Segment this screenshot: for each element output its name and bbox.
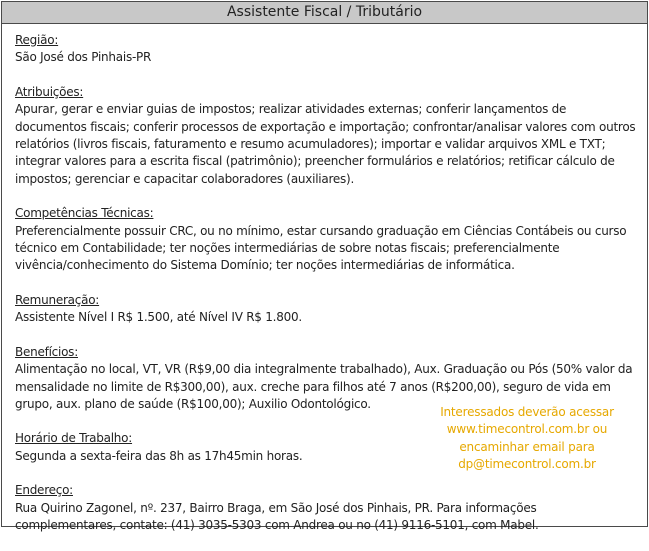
- section-salary: [15, 292, 637, 327]
- section-label: Benefícios:: [15, 344, 78, 359]
- section-label: Atribuições:: [15, 84, 84, 99]
- contact-line: encaminhar email para: [459, 439, 595, 454]
- section-benefits: [15, 344, 637, 414]
- section-text: Assistente Nível I R$ 1.500, até Nível IV R$ 1.800.: [15, 310, 302, 325]
- contact-line: Interessados deverão acessar: [440, 405, 614, 419]
- section-text: São José dos Pinhais-PR: [15, 50, 152, 65]
- contact-callout: [427, 404, 627, 474]
- section-skills: [15, 205, 637, 275]
- section-text: Segunda a sexta-feira das 8h as 17h45min horas.: [15, 448, 303, 463]
- section-label: Região:: [15, 33, 59, 47]
- section-label: Remuneração:: [15, 292, 100, 307]
- section-address: [15, 482, 637, 534]
- section-text: Rua Quirino Zagonel, nº. 237, Bairro Braga, em São José dos Pinhais, PR. Para informações complementares, contate: (41) 3035-5303 com Andrea ou no (41) 9116-5101, com Mabel.: [15, 500, 539, 532]
- job-posting-card: [1, 1, 648, 532]
- section-label: Horário de Trabalho:: [15, 431, 133, 446]
- section-text: Preferencialmente possuir CRC, ou no mínimo, estar cursando graduação em Ciências Contábeis ou curso técnico em Contabilidade; ter noções intermediárias de sobre notas fiscais; preferencialmente vivência/conhecimento do Sistema Domínio; ter noções intermediárias de informática.: [15, 223, 627, 273]
- section-text: Alimentação no local, VT, VR (R$9,00 dia integralmente trabalhado), Aux. Graduação ou Pós (50% valor da mensalidade no limite de R$300,00), aux. creche para filhos até 7 anos (R$200,00), seguro de vida em grupo, aux. plano de saúde (R$100,00); Auxilio Odontológico.: [15, 362, 633, 411]
- section-duties: [15, 84, 637, 188]
- section-text: Apurar, gerar e enviar guias de impostos; realizar atividades externas; conferir lançamentos de documentos fiscais; conferir processos de exportação e importação; confrontar/analisar valores com outros relatórios (livros fiscais, faturamento e resumo acumuladores); importar e validar arquivos XML e TXT; integrar valores para a escrita fiscal (patrimônio); preencher formulários e relatórios; retificar cálculo de impostos; gerenciar e capacitar colaboradores (auxiliares).: [15, 102, 636, 186]
- job-title: Assistente Fiscal / Tributário: [2, 2, 647, 24]
- section-label: Competências Técnicas:: [15, 206, 154, 221]
- section-label: Endereço:: [15, 483, 73, 498]
- section-region: [15, 32, 637, 67]
- contact-website[interactable]: www.timecontrol.com.br ou: [446, 422, 608, 437]
- contact-email[interactable]: dp@timecontrol.com.br: [458, 457, 596, 472]
